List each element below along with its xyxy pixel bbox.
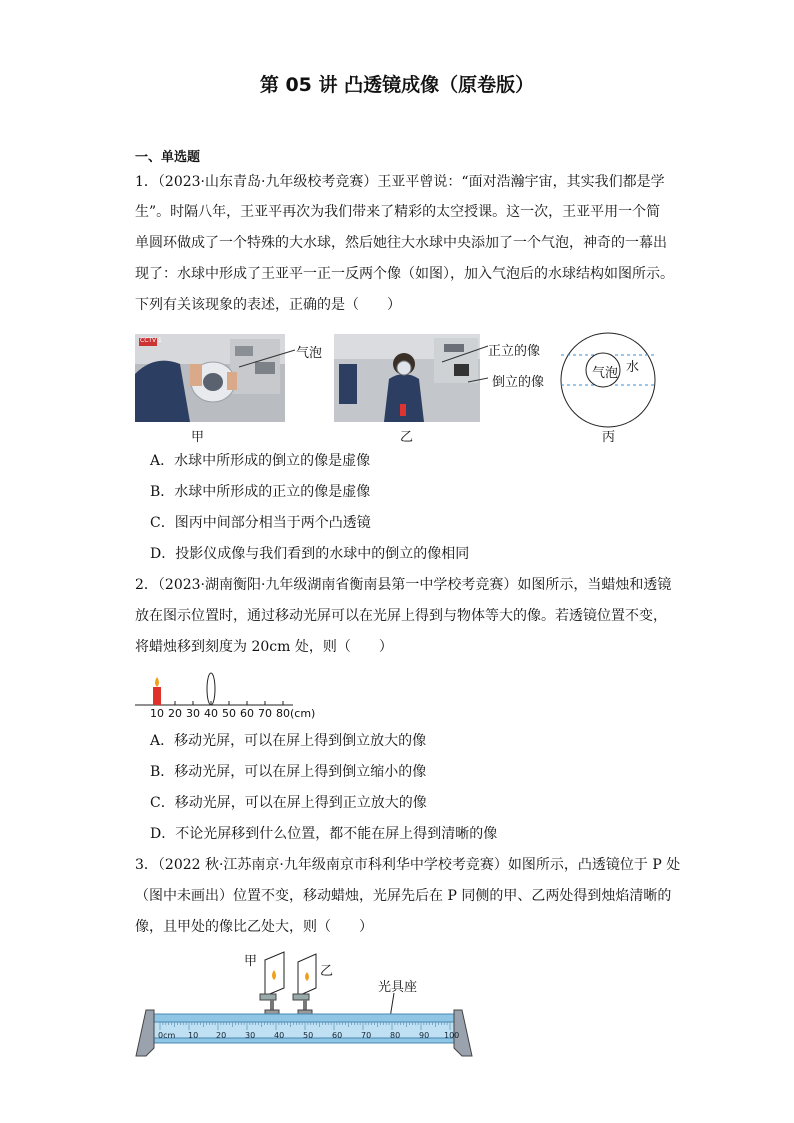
q2-line-2: 放在图示位置时，通过移动光屏可以在光屏上得到与物体等大的像。若透镜位置不变，	[135, 608, 667, 624]
bubble-pointer-line	[235, 345, 305, 375]
q3-line-2: （图中未画出）位置不变，移动蜡烛，光屏先后在 P 同侧的甲、乙两处得到烛焰清晰的	[135, 888, 672, 904]
scale-20: 20	[168, 707, 182, 720]
q2-option-b: B．移动光屏，可以在屏上得到倒立缩小的像	[150, 764, 427, 780]
q1-option-a: A．水球中所形成的倒立的像是虚像	[150, 453, 371, 469]
bench-scale-20: 20	[216, 1031, 227, 1040]
scale-60: 60	[240, 707, 254, 720]
section-heading: 一、单选题	[135, 150, 201, 165]
label-screen-yi: 乙	[320, 964, 334, 979]
q2-option-d: D．不论光屏移到什么位置，都不能在屏上得到清晰的像	[150, 826, 498, 842]
image-pointer-lines	[440, 340, 492, 390]
scale-50: 50	[222, 707, 236, 720]
bench-scale-80: 80	[390, 1031, 401, 1040]
q1-line-2: 生”。时隔八年，王亚平再次为我们带来了精彩的太空授课。这一次，王亚平用一个简	[135, 204, 661, 220]
bench-scale-40: 40	[274, 1031, 285, 1040]
label-bing: 丙	[602, 430, 616, 445]
q3-line-3: 像，且甲处的像比乙处大，则（ ）	[135, 919, 373, 935]
scale-40: 40	[204, 707, 218, 720]
q1-line-1: 1．（2023·山东青岛·九年级校考竞赛）王亚平曾说：“面对浩瀚宇宙，其实我们都是学	[135, 174, 665, 190]
q3-line-1: 3．（2022 秋·江苏南京·九年级南京市科利华中学校考竞赛）如图所示，凸透镜位于 P 处	[135, 857, 681, 873]
bench-scale-10: 10	[188, 1031, 199, 1040]
scale-30: 30	[186, 707, 200, 720]
label-optical-bench: 光具座	[378, 980, 418, 995]
q1-option-c: C．图丙中间部分相当于两个凸透镜	[150, 515, 371, 531]
q2-line-3: 将蜡烛移到刻度为 20cm 处，则（ ）	[135, 639, 393, 655]
bench-scale-90: 90	[419, 1031, 430, 1040]
cctv-logo: CCTV 1	[140, 337, 162, 344]
lens-icon	[207, 673, 215, 705]
bench-scale-50: 50	[303, 1031, 314, 1040]
q1-option-b: B．水球中所形成的正立的像是虚像	[150, 484, 371, 500]
bing-bubble-label: 气泡	[592, 366, 619, 381]
bench-scale-0: 0cm	[158, 1031, 176, 1040]
q1-line-5: 下列有关该现象的表述，正确的是（ ）	[135, 297, 401, 313]
q1-line-4: 现了：水球中形成了王亚平一正一反两个像（如图），加入气泡后的水球结构如图所示。	[135, 266, 674, 282]
annot-upright-image: 正立的像	[488, 344, 541, 359]
annot-inverted-image: 倒立的像	[492, 375, 545, 390]
q1-option-d: D．投影仪成像与我们看到的水球中的倒立的像相同	[150, 546, 470, 562]
q1-line-3: 单圆环做成了一个特殊的大水球，然后她往大水球中央添加了一个气泡，神奇的一幕出	[135, 235, 667, 251]
label-screen-jia: 甲	[244, 954, 258, 969]
bench-scale-30: 30	[245, 1031, 256, 1040]
label-jia: 甲	[191, 430, 205, 445]
bench-scale-100: 100	[444, 1031, 460, 1040]
q2-line-1: 2．（2023·湖南衡阳·九年级湖南省衡南县第一中学校考竞赛）如图所示，当蜡烛和透镜	[135, 577, 672, 593]
annot-bubble: 气泡	[296, 346, 323, 361]
candle-icon	[153, 687, 161, 705]
bench-scale-60: 60	[332, 1031, 343, 1040]
bench-scale-70: 70	[361, 1031, 372, 1040]
scale-10: 10	[150, 707, 164, 720]
scale-80: 80(cm)	[276, 707, 316, 720]
optical-bench-diagram	[132, 948, 482, 1066]
bing-water-label: 水	[626, 360, 640, 375]
page-title: 第 05 讲 凸透镜成像（原卷版）	[259, 74, 535, 96]
label-yi: 乙	[400, 430, 414, 445]
scale-70: 70	[258, 707, 272, 720]
q2-option-c: C．移动光屏，可以在屏上得到正立放大的像	[150, 795, 427, 811]
q2-option-a: A．移动光屏，可以在屏上得到倒立放大的像	[150, 733, 427, 749]
